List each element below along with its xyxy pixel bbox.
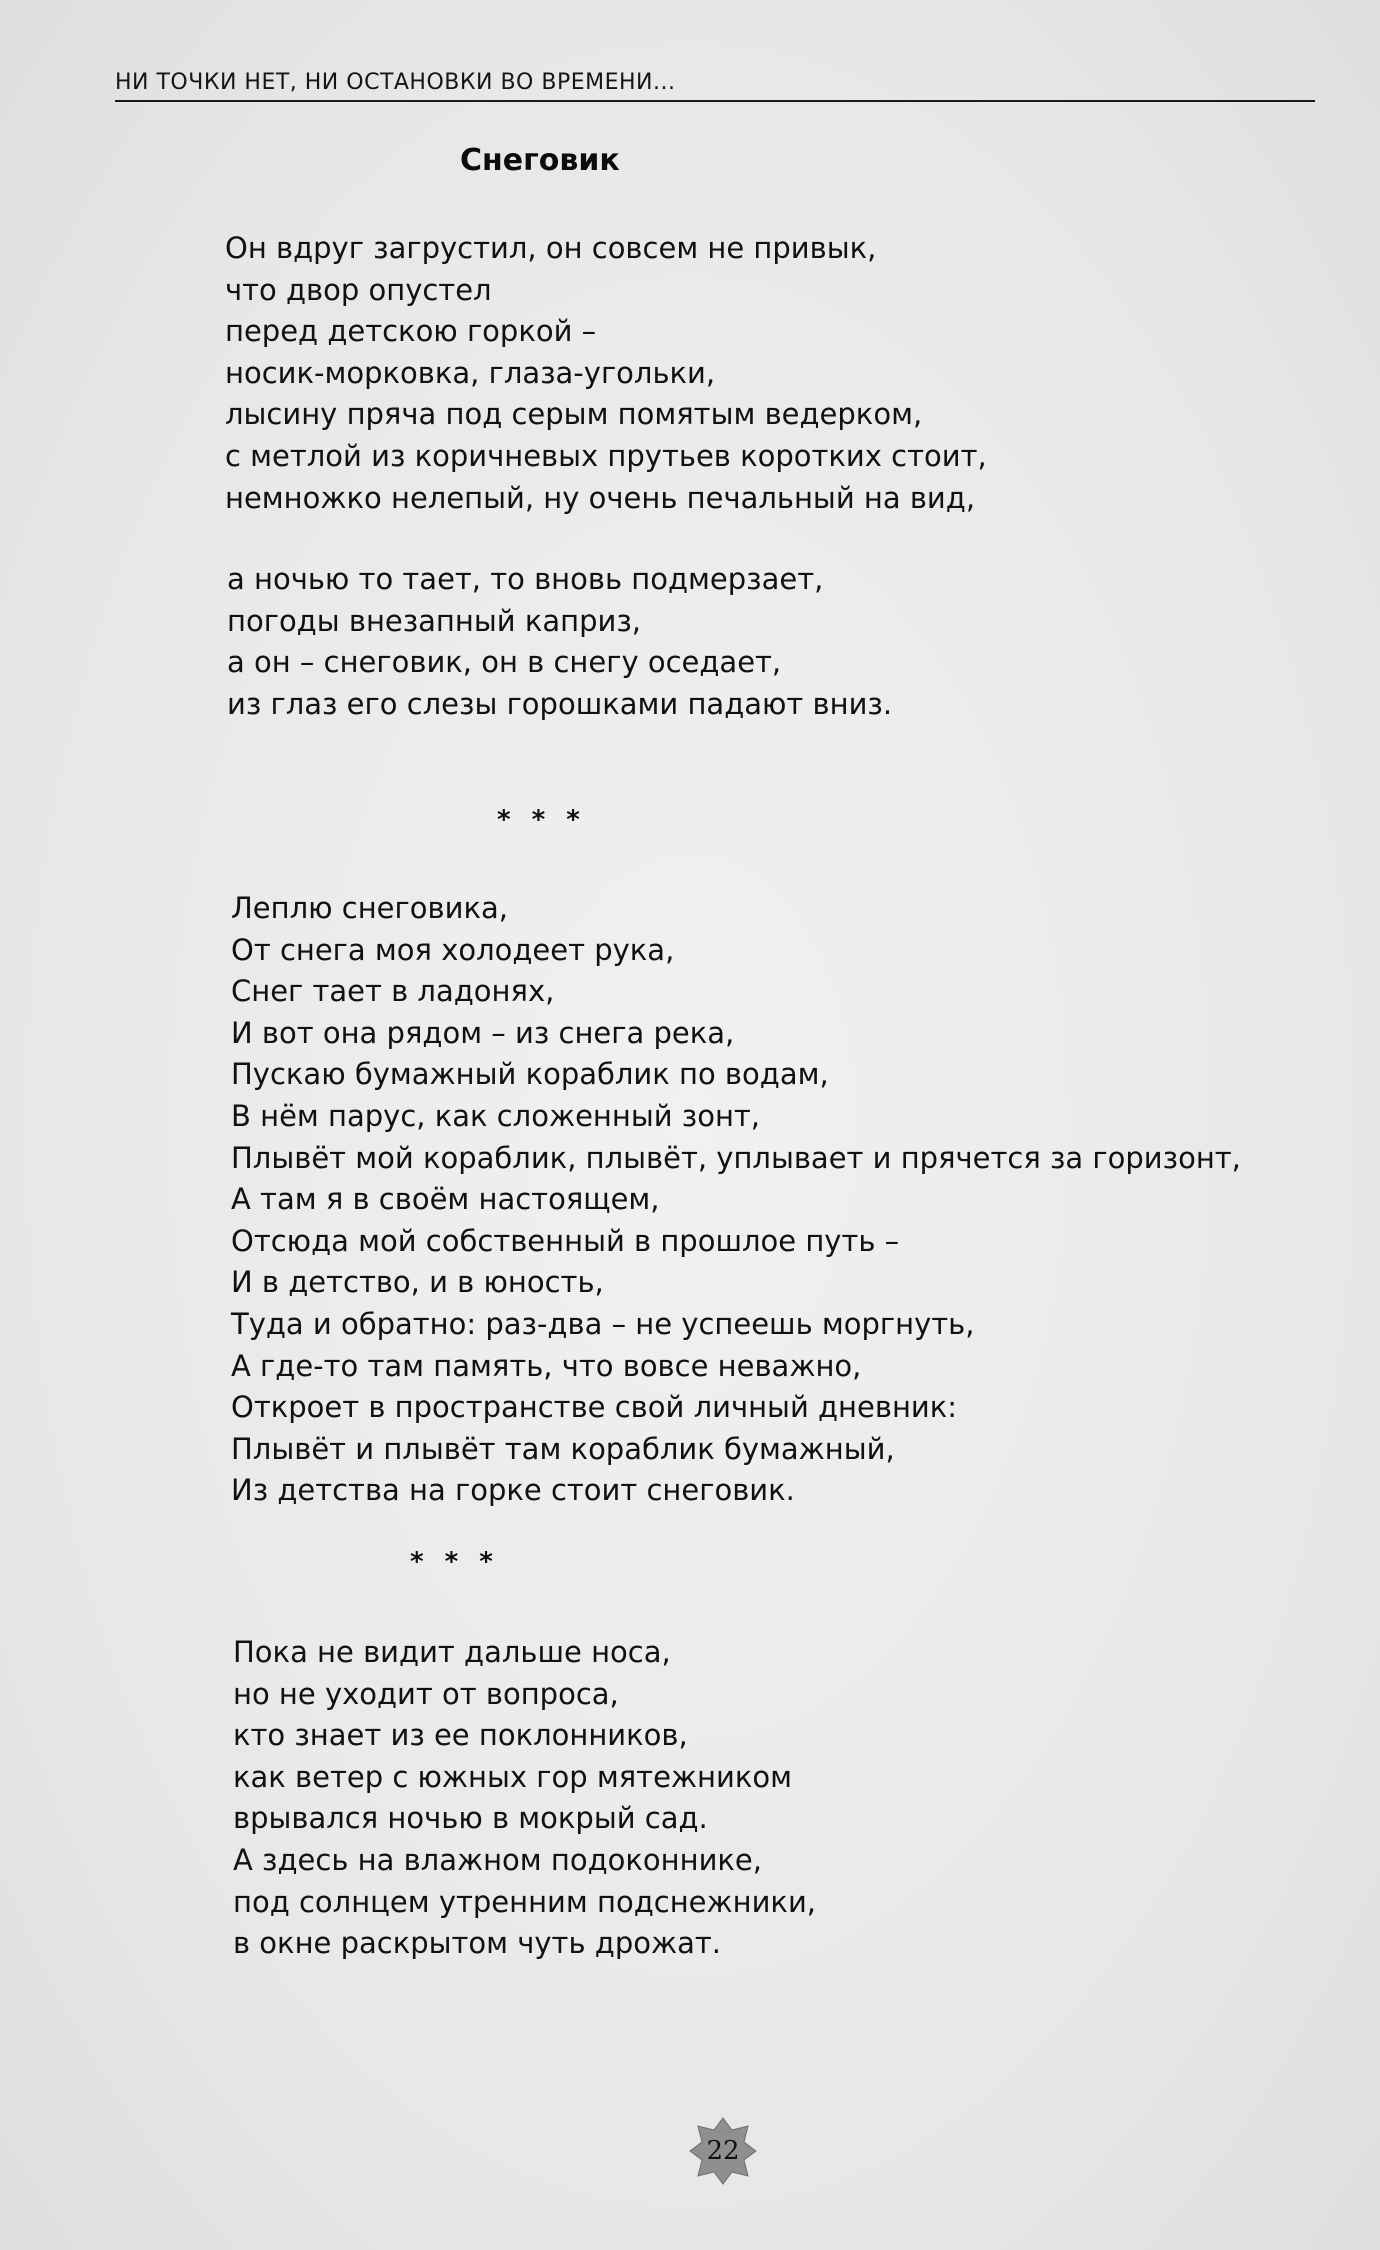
poem-line: Леплю снеговика, bbox=[231, 891, 508, 925]
page-number-badge bbox=[688, 2116, 758, 2186]
poem-line: Снег тает в ладонях, bbox=[231, 974, 555, 1009]
poem-line: А здесь на влажном подоконнике, bbox=[233, 1842, 762, 1877]
poem-line: Откроет в пространстве свой личный дневник: bbox=[231, 1390, 958, 1425]
poem-line: перед детскою горкой – bbox=[225, 314, 597, 349]
poem-stanza-1 bbox=[225, 228, 987, 519]
poem-line: А там я в своём настоящем, bbox=[231, 1182, 660, 1217]
poem-line: но не уходит от вопроса, bbox=[233, 1676, 619, 1711]
poem-line: что двор опустел bbox=[225, 272, 492, 307]
poem-line: под солнцем утренним подснежники, bbox=[233, 1884, 817, 1919]
poem-line: с метлой из коричневых прутьев коротких стоит, bbox=[225, 438, 987, 473]
poem-line: И в детство, и в юность, bbox=[231, 1265, 604, 1300]
poem-2 bbox=[231, 888, 1241, 1512]
running-header: НИ ТОЧКИ НЕТ, НИ ОСТАНОВКИ ВО ВРЕМЕНИ... bbox=[115, 70, 676, 95]
poem-line: погоды внезапный каприз, bbox=[227, 603, 641, 638]
poem-line: От снега моя холодеет рука, bbox=[231, 932, 675, 967]
poem-line: Из детства на горке стоит снеговик. bbox=[231, 1473, 795, 1508]
poem-line: Он вдруг загрустил, он совсем не привык, bbox=[225, 231, 877, 265]
poem-line: врывался ночью в мокрый сад. bbox=[233, 1801, 708, 1836]
poem-line: А где-то там память, что вовсе неважно, bbox=[231, 1348, 862, 1383]
poem-line: Отсюда мой собственный в прошлое путь – bbox=[231, 1223, 900, 1258]
poem-line: В нём парус, как сложенный зонт, bbox=[231, 1098, 761, 1133]
poem-line: из глаз его слезы горошками падают вниз. bbox=[227, 686, 893, 721]
page-number: 22 bbox=[706, 2136, 740, 2166]
poem-line: немножко нелепый, ну очень печальный на вид, bbox=[225, 480, 976, 515]
section-separator: * * * bbox=[410, 1547, 499, 1577]
poem-line: как ветер с южных гор мятежником bbox=[233, 1759, 792, 1794]
poem-line: а ночью то тает, то вновь подмерзает, bbox=[227, 562, 824, 596]
poem-line: Плывёт мой кораблик, плывёт, уплывает и прячется за горизонт, bbox=[231, 1140, 1241, 1175]
poem-line: в окне раскрытом чуть дрожат. bbox=[233, 1926, 721, 1961]
poem-line: Туда и обратно: раз-два – не успеешь моргнуть, bbox=[231, 1306, 975, 1341]
poem-line: Пока не видит дальше носа, bbox=[233, 1635, 671, 1669]
poem-line: лысину пряча под серым помятым ведерком, bbox=[225, 397, 923, 432]
poem-3 bbox=[233, 1632, 816, 1965]
poem-line: а он – снеговик, он в снегу оседает, bbox=[227, 645, 782, 680]
poem-line: носик-морковка, глаза-угольки, bbox=[225, 355, 716, 390]
poem-line: кто знает из ее поклонников, bbox=[233, 1718, 688, 1753]
poem-line: Пускаю бумажный кораблик по водам, bbox=[231, 1057, 829, 1092]
poem-title: Снеговик bbox=[460, 143, 620, 178]
poem-stanza-2 bbox=[227, 559, 892, 725]
poem-line: И вот она рядом – из снега река, bbox=[231, 1015, 735, 1050]
section-separator: * * * bbox=[497, 805, 586, 835]
header-rule bbox=[115, 100, 1315, 102]
poem-line: Плывёт и плывёт там кораблик бумажный, bbox=[231, 1431, 895, 1466]
